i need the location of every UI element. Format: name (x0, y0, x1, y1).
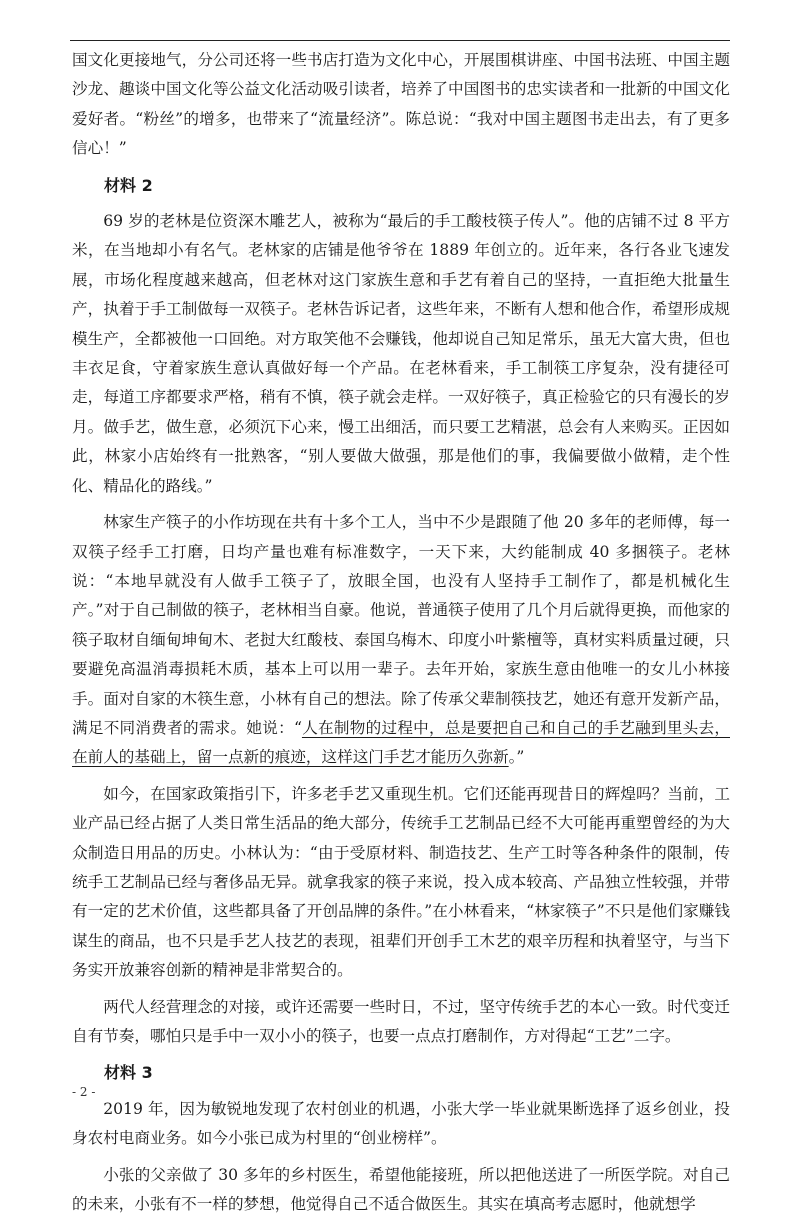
paragraph-lao-lin: 69 岁的老林是位资深木雕艺人，被称为“最后的手工酸枝筷子传人”。他的店铺不过 8 平方米，在当地却小有名气。老林家的店铺是他爷爷在 1889 年创立的。近年来，各行各业飞速发展，市场化程度越来越高，但老林对这门家族生意和手艺有着自己的坚持，一直拒绝大批量生产，执着于手工制做每一双筷子。老林告诉记者，这些年来，不断有人想和他合作，希望形成规模生产，全都被他一口回绝。对方取笑他不会赚钱，他却说自己知足常乐，虽无大富大贵，但也丰衣足食，守着家族生意认真做好每一个产品。在老林看来，手工制筷工序复杂，没有捷径可走，每道工序都要求严格，稍有不慎，筷子就会走样。一双好筷子，真正检验它的只有漫长的岁月。做手艺，做生意，必须沉下心来，慢工出细活，而只要工艺精湛，总会有人来购买。正因如此，林家小店始终有一批熟客，“别人要做大做强，那是他们的事，我偏要做小做精，走个性化、精品化的路线。” (72, 212, 730, 495)
paragraph-workshop-text: 林家生产筷子的小作坊现在共有十多个工人，当中不少是跟随了他 20 多年的老师傅，每一双筷子经手工打磨，日均产量也难有标准数字，一天下来，大约能制成 40 多捆筷子。老林说：“本地早就没有人做手工筷子了，放眼全国，也没有人坚持手工制作了，都是机械化生产。”对于自己制做的筷子，老林相当自豪。他说，普通筷子使用了几个月后就得更换，而他家的筷子取材自缅甸坤甸木、老挝大红酸枝、泰国乌梅木、印度小叶紫檀等，真材实料质量过硬，只要避免高温消毒损耗木质，基本上可以用一辈子。去年开始，家族生意由他唯一的女儿小林接手。面对自家的木筷生意，小林有自己的想法。除了传承父辈制筷技艺，她还有意开发新产品，满足不同消费者的需求。她说：“ (72, 513, 730, 737)
paragraph-continued: 国文化更接地气，分公司还将一些书店打造为文化中心，开展围棋讲座、中国书法班、中国主题沙龙、趣谈中国文化等公益文化活动吸引读者，培养了中国图书的忠实读者和一批新的中国文化爱好者。“粉丝”的增多，也带来了“流量经济”。陈总说：“我对中国主题图书走出去，有了更多信心！” (72, 51, 730, 158)
paragraph-xiao-zhang-father: 小张的父亲做了 30 多年的乡村医生，希望他能接班，所以把他送进了一所医学院。对自己的未来，小张有不一样的梦想，他觉得自己不适合做医生。其实在填高考志愿时，他就想学 (72, 1165, 730, 1214)
paragraph-two-generations: 两代人经营理念的对接，或许还需要一些时日，不过，坚守传统手艺的本心一致。时代变迁自有节奏，哪怕只是手中一双小小的筷子，也要一点点打磨制作，方对得起“工艺”二字。 (72, 997, 730, 1045)
paragraph-xiao-zhang-intro: 2019 年，因为敏锐地发现了农村创业的机遇，小张大学一毕业就果断选择了返乡创业，投身农村电商业务。如今小张已成为村里的“创业榜样”。 (72, 1099, 730, 1148)
page-number: - 2 - (72, 1085, 96, 1099)
paragraph-revival: 如今，在国家政策指引下，许多老手艺又重现生机。它们还能再现昔日的辉煌吗？当前，工业产品已经占据了人类日常生活品的绝大部分，传统手工艺制品已经不大可能再重塑曾经的为大众制造日用品的历史。小林认为：“由于受原材料、制造技艺、生产工时等各种条件的限制，传统手工艺制品已经与奢侈品无异。就拿我家的筷子来说，投入成本较高、产品独立性较强，并带有一定的艺术价值，这些都具备了开创品牌的条件。”在小林看来，“林家筷子”不只是他们家赚钱谋生的商品，也不只是手艺人技艺的表现，祖辈们开创手工木艺的艰辛历程和执着坚守，与当下务实开放兼容创新的精神是非常契合的。 (72, 784, 730, 980)
header-rule (70, 40, 730, 41)
underlined-quote: 人在制物的过程中，总是要把自己和自己的手艺融到里头去，在前人的基础上，留一点新的痕迹，这样这门手艺才能历久弥新 (72, 718, 730, 767)
quote-close: 。” (508, 748, 525, 767)
document-body (72, 46, 730, 1226)
section-heading-material-2: 材料 2 (104, 175, 153, 195)
section-heading-material-3: 材料 3 (104, 1063, 153, 1083)
paragraph-workshop (72, 508, 730, 773)
